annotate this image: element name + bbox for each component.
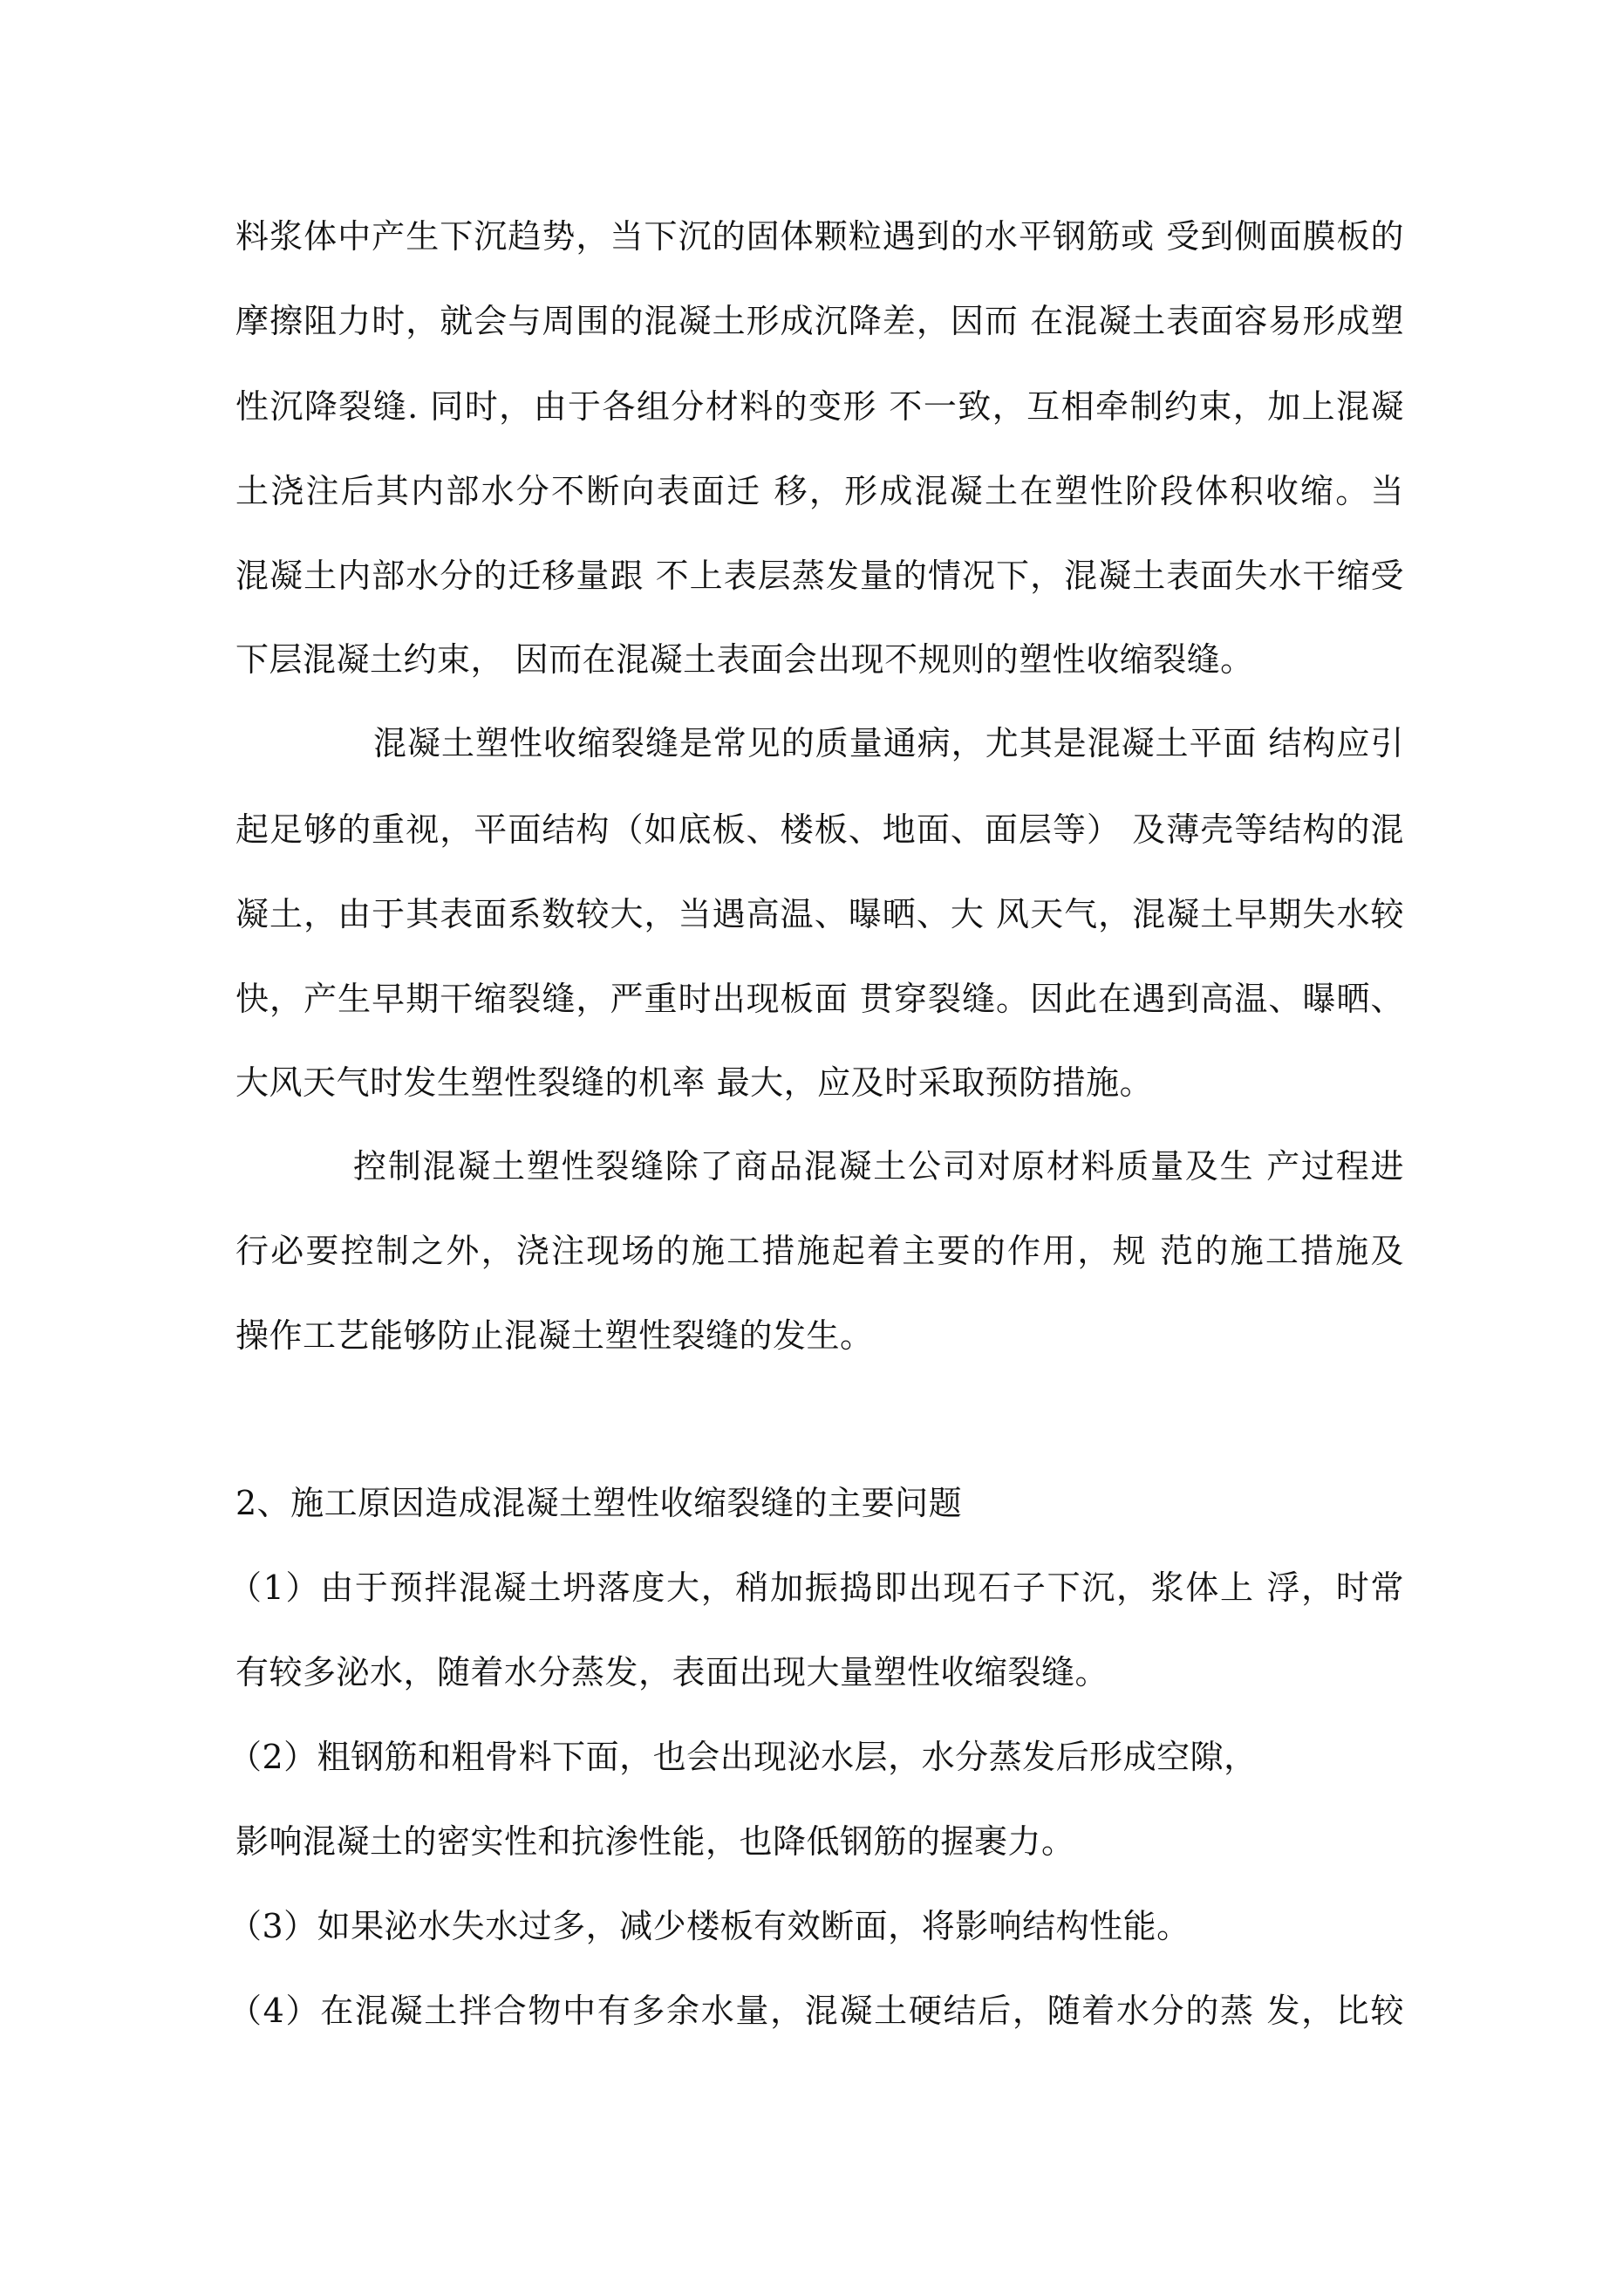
text-line: 起足够的重视，平面结构（如底板、楼板、地面、面层等） 及薄壳等结构的混	[235, 810, 1404, 849]
text-line: 凝土，由于其表面系数较大，当遇高温、曝晒、大 风天气，混凝土早期失水较	[235, 895, 1404, 933]
text-line: 土浇注后其内部水分不断向表面迁 移，形成混凝土在塑性阶段体积收缩。当	[235, 472, 1404, 510]
text-line: 快，产生早期干缩裂缝，严重时出现板面 贯穿裂缝。因此在遇到高温、曝晒、	[235, 980, 1404, 1018]
paragraph-first-line: 控制混凝土塑性裂缝除了商品混凝土公司对原材料质量及生 产过程进	[353, 1147, 1404, 1186]
list-item: （1）由于预拌混凝土坍落度大，稍加振捣即出现石子下沉，浆体上 浮，时常	[228, 1568, 1404, 1607]
list-item: （3）如果泌水失水过多，减少楼板有效断面，将影响结构性能。	[228, 1907, 1190, 1945]
paragraph-first-line: 混凝土塑性收缩裂缝是常见的质量通病，尤其是混凝土平面 结构应引	[373, 724, 1404, 762]
list-item: （4）在混凝土拌合物中有多余水量，混凝土硬结后，随着水分的蒸 发，比较	[228, 1992, 1404, 2030]
text-line: 摩擦阻力时，就会与周围的混凝土形成沉降差，因而 在混凝土表面容易形成塑	[235, 302, 1404, 340]
text-line: 混凝土内部水分的迁移量跟 不上表层蒸发量的情况下，混凝土表面失水干缩受	[235, 557, 1404, 595]
text-line: 影响混凝土的密实性和抗渗性能，也降低钢筋的握裹力。	[235, 1822, 1075, 1861]
list-item: （2）粗钢筋和粗骨料下面，也会出现泌水层，水分蒸发后形成空隙，	[228, 1738, 1258, 1776]
text-line: 大风天气时发生塑性裂缝的机率 最大，应及时采取预防措施。	[235, 1063, 1154, 1102]
text-line: 性沉降裂缝. 同时，由于各组分材料的变形 不一致，互相牵制约束，加上混凝	[235, 387, 1404, 426]
text-line: 料浆体中产生下沉趋势，当下沉的固体颗粒遇到的水平钢筋或 受到侧面膜板的	[235, 217, 1404, 256]
text-line: 下层混凝土约束， 因而在混凝土表面会出现不规则的塑性收缩裂缝。	[235, 640, 1254, 679]
section-heading: 2、施工原因造成混凝土塑性收缩裂缝的主要问题	[235, 1484, 963, 1522]
text-line: 操作工艺能够防止混凝土塑性裂缝的发生。	[235, 1316, 874, 1355]
text-line: 行必要控制之外，浇注现场的施工措施起着主要的作用，规 范的施工措施及	[235, 1232, 1404, 1270]
text-line: 有较多泌水，随着水分蒸发，表面出现大量塑性收缩裂缝。	[235, 1653, 1109, 1691]
